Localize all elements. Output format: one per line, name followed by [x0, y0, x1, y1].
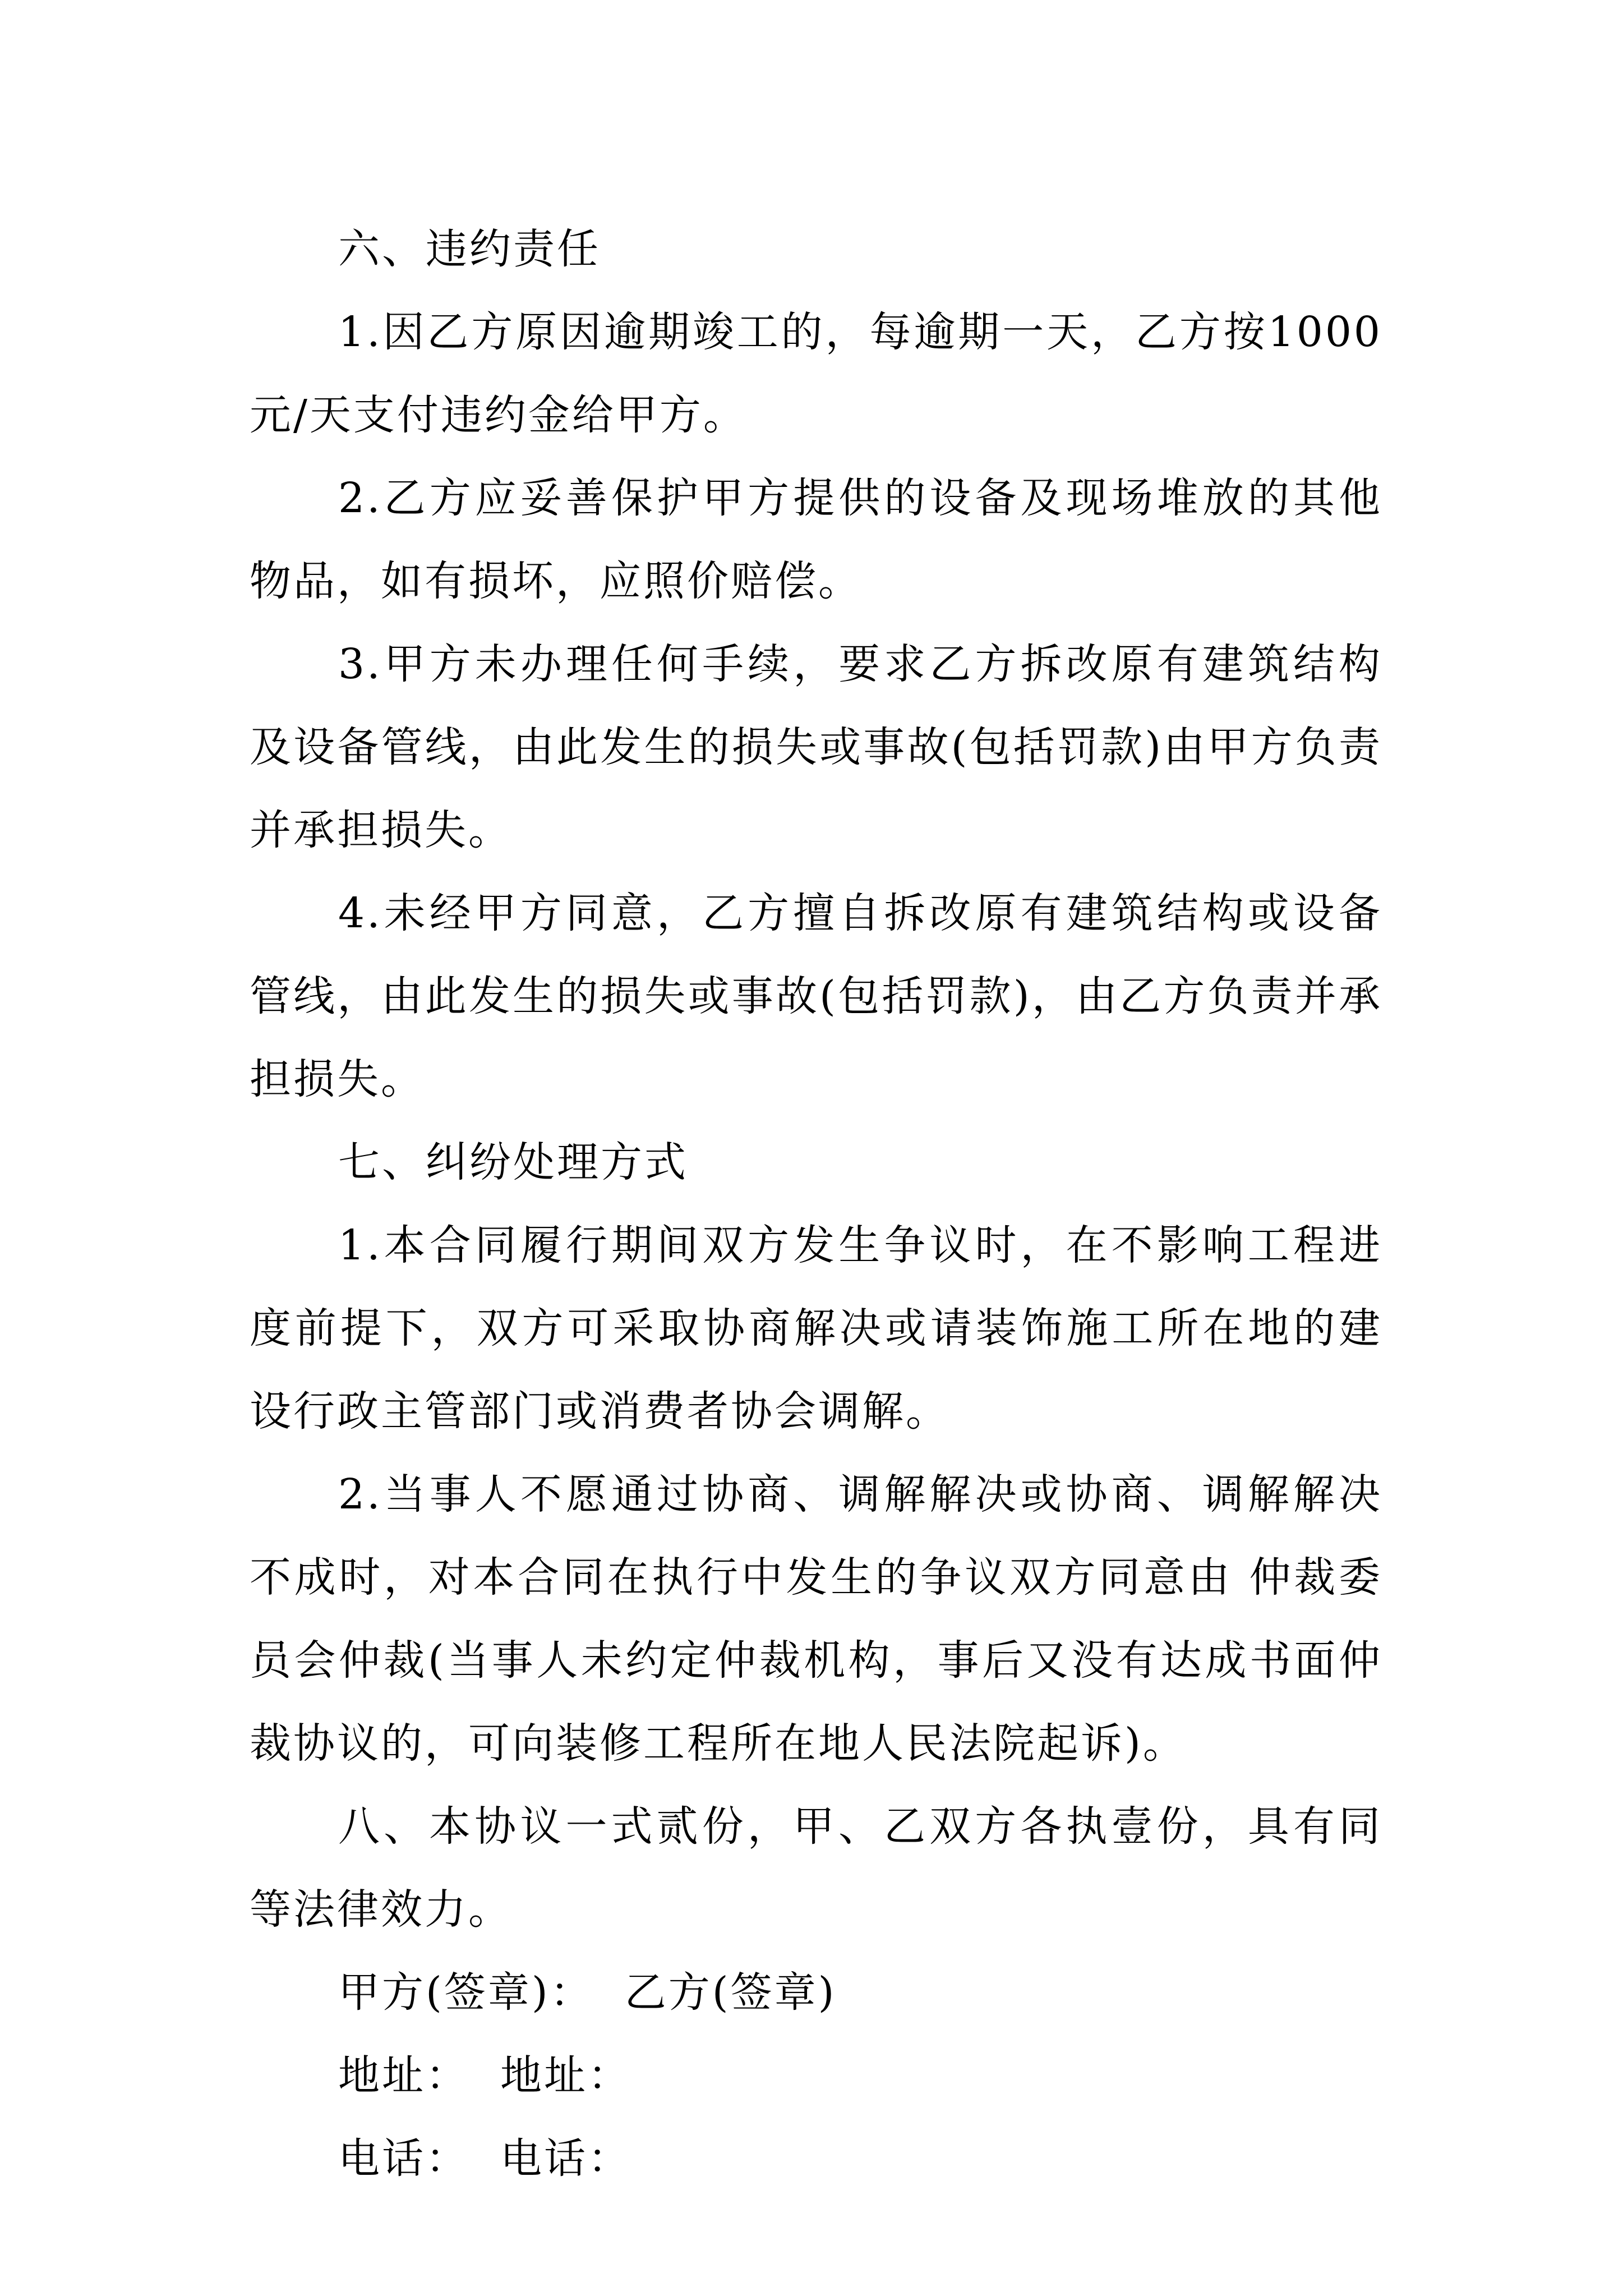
signature-address: 地址： 地址：	[338, 2051, 632, 2100]
signature-parties: 甲方(签章)： 乙方(签章)	[338, 1968, 837, 2017]
section-6-heading: 六、违约责任	[338, 225, 601, 273]
section-8-text: 八、本协议一式贰份，甲、乙双方各执壹份，具有同等法律效力。	[250, 1802, 1382, 1934]
section-6-item-1: 1.因乙方原因逾期竣工的，每逾期一天，乙方按1000元/天支付违约金给甲方。	[250, 308, 1382, 439]
section-7-item-2: 2.当事人不愿通过协商、调解解决或协商、调解解决不成时，对本合同在执行中发生的争议双方同意由 仲裁委员会仲裁(当事人未约定仲裁机构，事后又没有达成书面仲裁协议的，可向装修工程所在地人民法院起诉)。	[250, 1470, 1382, 1768]
contract-body	[250, 208, 1382, 2200]
section-6-item-4: 4.未经甲方同意，乙方擅自拆改原有建筑结构或设备管线，由此发生的损失或事故(包括罚款)，由乙方负责并承担损失。	[250, 889, 1382, 1103]
signature-phone: 电话： 电话：	[338, 2134, 632, 2183]
section-6-item-3: 3.甲方未办理任何手续，要求乙方拆改原有建筑结构及设备管线，由此发生的损失或事故(包括罚款)由甲方负责并承担损失。	[250, 640, 1382, 854]
section-7-item-1: 1.本合同履行期间双方发生争议时，在不影响工程进度前提下，双方可采取协商解决或请装饰施工所在地的建设行政主管部门或消费者协会调解。	[250, 1221, 1382, 1435]
section-6-item-2: 2.乙方应妥善保护甲方提供的设备及现场堆放的其他物品，如有损坏，应照价赔偿。	[250, 474, 1382, 605]
section-7-heading: 七、纠纷处理方式	[338, 1138, 688, 1186]
